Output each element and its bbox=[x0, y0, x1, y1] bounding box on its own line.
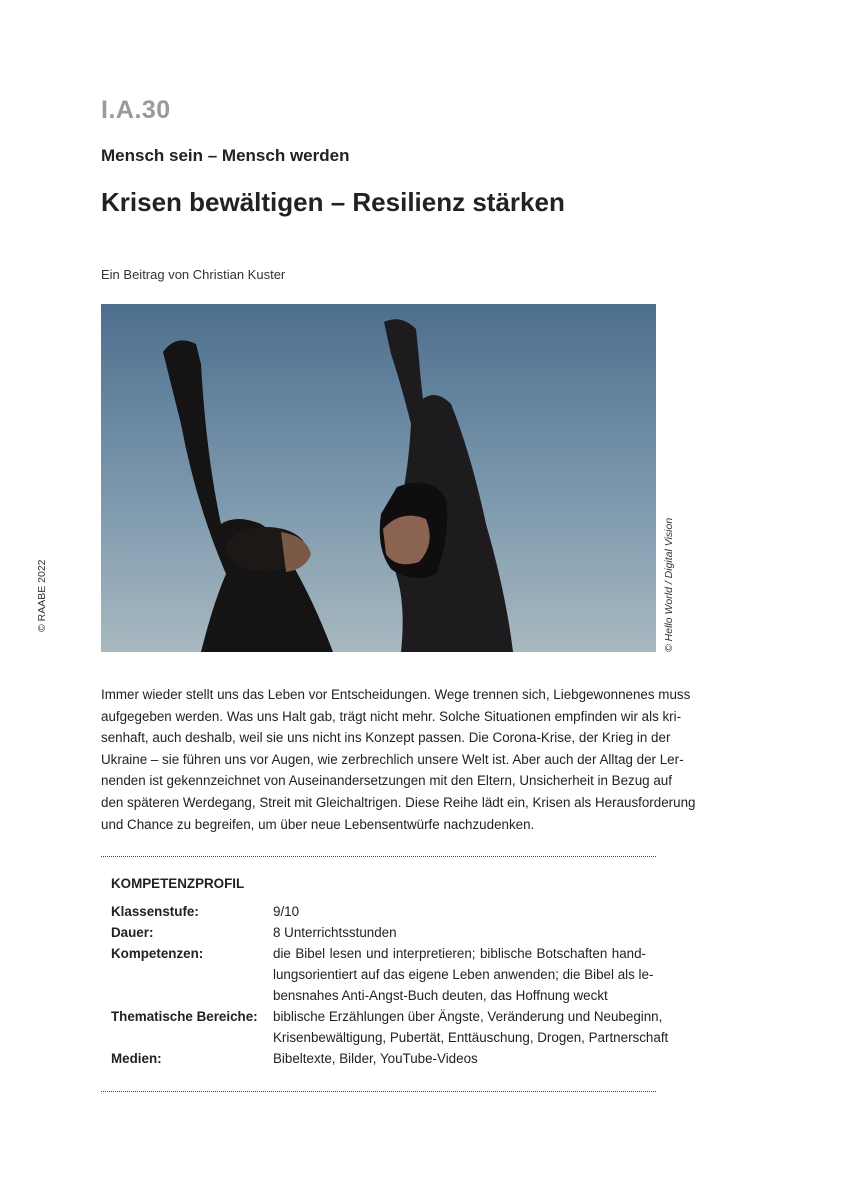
unit-code: I.A.30 bbox=[101, 96, 171, 124]
series-title: Mensch sein – Mensch werden bbox=[101, 146, 350, 165]
row-value: Bibeltexte, Bilder, YouTube-Videos bbox=[273, 1051, 478, 1066]
competence-profile bbox=[111, 876, 669, 1069]
page-title: Krisen bewältigen – Resilienz stärken bbox=[101, 187, 565, 217]
row-label: Dauer: bbox=[111, 925, 154, 940]
intro-line: Immer wieder stellt uns das Leben vor Entscheidungen. Wege trennen sich, Liebgewonnenes muss bbox=[101, 687, 691, 702]
dotted-divider bbox=[101, 1091, 656, 1092]
profile-row-competences bbox=[111, 943, 654, 1006]
intro-line: nenden ist gekennzeichnet von Auseinandersetzungen mit den Eltern, Unsicherheit in Bezug auf bbox=[101, 773, 672, 789]
row-value: 9/10 bbox=[273, 904, 300, 919]
intro-line: senhaft, auch deshalb, weil sie uns nicht ins Konzept passen. Die Corona-Krise, der Krieg in der bbox=[101, 730, 671, 746]
intro-line: und Chance zu begreifen, um über neue Lebensentwürfe nachzudenken. bbox=[101, 816, 535, 832]
intro-paragraph bbox=[101, 684, 696, 835]
row-label: Thematische Bereiche: bbox=[111, 1009, 258, 1024]
row-value: bensnahes Anti-Angst-Buch deuten, das Hoffnung weckt bbox=[273, 988, 608, 1003]
row-value: 8 Unterrichtsstunden bbox=[273, 925, 397, 940]
row-value: biblische Erzählungen über Ängste, Veränderung und Neubeginn, bbox=[273, 1009, 663, 1024]
profile-row-grade bbox=[111, 901, 646, 922]
author-line: Ein Beitrag von Christian Kuster bbox=[101, 267, 286, 282]
row-label: Kompetenzen: bbox=[111, 946, 204, 961]
row-label: Klassenstufe: bbox=[111, 904, 199, 919]
row-label: Medien: bbox=[111, 1051, 162, 1066]
intro-line: den späteren Werdegang, Streit mit Gleichaltrigen. Diese Reihe lädt ein, Krisen als Herausforderung bbox=[101, 794, 696, 810]
dotted-divider bbox=[101, 856, 656, 857]
profile-row-media bbox=[111, 1048, 646, 1069]
profile-row-duration bbox=[111, 922, 646, 943]
profile-heading: KOMPETENZPROFIL bbox=[111, 876, 245, 891]
row-value: Krisenbewältigung, Pubertät, Enttäuschung, Drogen, Partnerschaft bbox=[273, 1030, 669, 1045]
row-value: lungsorientiert auf das eigene Leben anwenden; die Bibel als le- bbox=[273, 967, 654, 982]
row-value: die Bibel lesen und interpretieren; biblische Botschaften hand- bbox=[273, 946, 646, 961]
copyright-notice: © RAABE 2022 bbox=[36, 559, 48, 632]
intro-line: Ukraine – sie führen uns vor Augen, wie zerbrechlich unsere Welt ist. Aber auch der Alltag der Ler- bbox=[101, 751, 684, 767]
profile-row-topics bbox=[111, 1006, 669, 1048]
cover-photo bbox=[101, 304, 656, 652]
intro-line: aufgegeben werden. Was uns Halt gab, trägt nicht mehr. Solche Situationen empfinden wir als kri- bbox=[101, 708, 682, 724]
photo-credit: © Hello World / Digital Vision bbox=[663, 517, 675, 652]
